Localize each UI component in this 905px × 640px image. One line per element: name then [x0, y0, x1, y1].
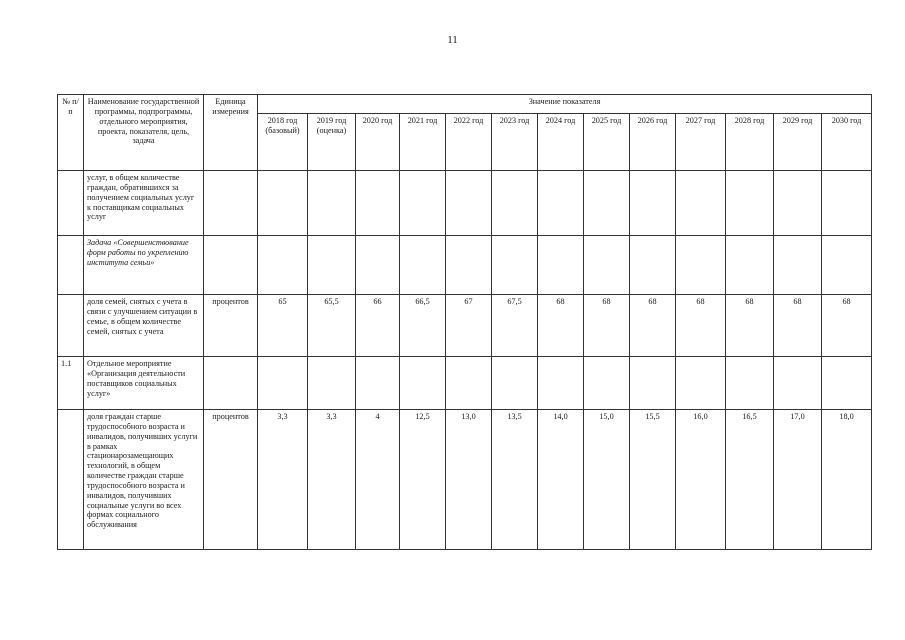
value-cell	[492, 357, 538, 410]
value-cell: 67,5	[492, 295, 538, 357]
page-number: 11	[447, 34, 458, 46]
row-num	[58, 410, 84, 550]
value-cell	[308, 171, 356, 236]
value-cell: 68	[538, 295, 584, 357]
row-name: услуг, в общем количестве граждан, обратившихся за получением социальных услуг к поставщикам социальных услуг	[84, 171, 204, 236]
row-unit	[204, 357, 258, 410]
header-value-group: Значение показателя	[258, 95, 872, 114]
value-cell: 14,0	[538, 410, 584, 550]
value-cell	[258, 236, 308, 295]
header-num: № п/п	[58, 95, 84, 171]
value-cell	[400, 357, 446, 410]
value-cell: 12,5	[400, 410, 446, 550]
value-cell	[774, 236, 822, 295]
value-cell	[446, 171, 492, 236]
row-name: Отдельное мероприятие «Организация деятельности поставщиков социальных услуг»	[84, 357, 204, 410]
value-cell: 18,0	[822, 410, 872, 550]
header-year: 2026 год	[630, 114, 676, 171]
value-cell	[258, 357, 308, 410]
value-cell: 66,5	[400, 295, 446, 357]
task-title: Задача «Совершенствование форм работы по укреплению института семьи»	[84, 236, 204, 295]
header-year: 2029 год	[774, 114, 822, 171]
table-row	[58, 410, 872, 550]
value-cell	[630, 171, 676, 236]
value-cell	[584, 171, 630, 236]
value-cell: 65	[258, 295, 308, 357]
value-cell	[630, 357, 676, 410]
header-year: 2023 год	[492, 114, 538, 171]
value-cell	[676, 171, 726, 236]
value-cell: 15,0	[584, 410, 630, 550]
row-num	[58, 171, 84, 236]
value-cell	[822, 171, 872, 236]
value-cell	[822, 357, 872, 410]
indicators-table	[57, 94, 872, 550]
value-cell: 68	[774, 295, 822, 357]
value-cell	[774, 357, 822, 410]
value-cell	[446, 357, 492, 410]
value-cell	[400, 171, 446, 236]
value-cell	[538, 171, 584, 236]
header-name: Наименование государственной программы, подпрограммы, отдельного мероприятия, проекта, показателя, цель, задача	[84, 95, 204, 171]
row-name: доля семей, снятых с учета в связи с улучшением ситуации в семье, в общем количестве семей, снятых с учета	[84, 295, 204, 357]
table-row	[58, 295, 872, 357]
header-year: 2025 год	[584, 114, 630, 171]
header-year: 2020 год	[356, 114, 400, 171]
value-cell	[584, 357, 630, 410]
table-row	[58, 357, 872, 410]
header-year: 2021 год	[400, 114, 446, 171]
value-cell: 68	[822, 295, 872, 357]
header-year: 2019 год (оценка)	[308, 114, 356, 171]
value-cell	[308, 357, 356, 410]
value-cell: 68	[676, 295, 726, 357]
value-cell: 68	[726, 295, 774, 357]
value-cell: 17,0	[774, 410, 822, 550]
value-cell: 3,3	[308, 410, 356, 550]
value-cell	[726, 171, 774, 236]
value-cell	[400, 236, 446, 295]
row-unit	[204, 171, 258, 236]
value-cell: 3,3	[258, 410, 308, 550]
value-cell: 67	[446, 295, 492, 357]
table-row	[58, 171, 872, 236]
row-num	[58, 295, 84, 357]
header-year: 2030 год	[822, 114, 872, 171]
value-cell	[356, 171, 400, 236]
header-year: 2028 год	[726, 114, 774, 171]
value-cell	[492, 171, 538, 236]
value-cell: 4	[356, 410, 400, 550]
row-unit: процентов	[204, 410, 258, 550]
header-year: 2027 год	[676, 114, 726, 171]
header-year: 2018 год (базовый)	[258, 114, 308, 171]
value-cell	[492, 236, 538, 295]
row-num: 1.1	[58, 357, 84, 410]
value-cell: 68	[630, 295, 676, 357]
value-cell	[446, 236, 492, 295]
value-cell	[356, 357, 400, 410]
value-cell	[538, 357, 584, 410]
value-cell: 13,5	[492, 410, 538, 550]
value-cell	[308, 236, 356, 295]
value-cell: 13,0	[446, 410, 492, 550]
value-cell	[676, 357, 726, 410]
value-cell	[538, 236, 584, 295]
value-cell: 16,0	[676, 410, 726, 550]
value-cell	[726, 357, 774, 410]
row-unit: процентов	[204, 295, 258, 357]
header-unit: Единица измерения	[204, 95, 258, 171]
value-cell: 15,5	[630, 410, 676, 550]
value-cell	[584, 236, 630, 295]
header-year: 2022 год	[446, 114, 492, 171]
table-row	[58, 236, 872, 295]
value-cell: 66	[356, 295, 400, 357]
value-cell: 68	[584, 295, 630, 357]
value-cell: 65,5	[308, 295, 356, 357]
row-name: доля граждан старше трудоспособного возраста и инвалидов, получивших услуги в рамках стационарозамещающих технологий, в общем количестве граждан старше трудоспособного возраста и инвалидов, получивших социальные услуги во всех формах социального обслуживания	[84, 410, 204, 550]
value-cell	[726, 236, 774, 295]
row-num	[58, 236, 84, 295]
header-year: 2024 год	[538, 114, 584, 171]
row-unit	[204, 236, 258, 295]
value-cell	[774, 171, 822, 236]
value-cell	[356, 236, 400, 295]
value-cell: 16,5	[726, 410, 774, 550]
value-cell	[676, 236, 726, 295]
value-cell	[822, 236, 872, 295]
value-cell	[258, 171, 308, 236]
value-cell	[630, 236, 676, 295]
